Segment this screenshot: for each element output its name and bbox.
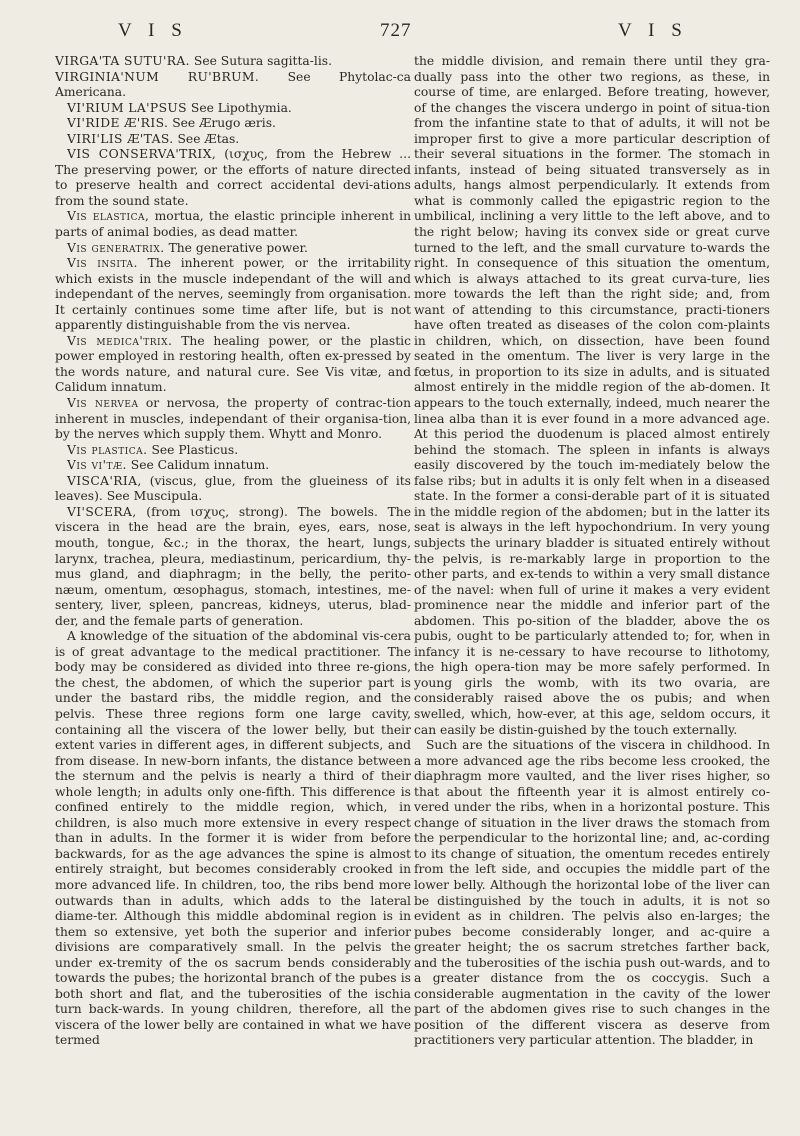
entry: VI'RIUM LA'PSUS See Lipothymia. (67, 100, 292, 115)
entry: Vis medica'trix. The healing power, or the plastic power employed in restoring health, often ex-pressed by the words nature, and natural cure. See Vis vitæ, and Calidum innatum. (55, 333, 411, 395)
running-head-left: V I S (118, 20, 188, 41)
entry: VI'SCERA, (from ισχυς, strong). The bowels. The viscera in the head are the brain, eyes, ears, nose, mouth, tongue, &c.; in the thorax, the heart, lungs, larynx, trachea, pleura, mediastinum, pericardium, thy-mus gland, and diaphragm; in the belly, the perito-næum, omentum, œsophagus, stomach, intestines, me-sentery, liver, spleen, pancreas, kidneys, uterus, blad-der, and the female parts of generation. (55, 504, 411, 628)
entry: Vis nervea or nervosa, the property of contrac-tion inherent in muscles, independant of their organisa-tion, by the nerves which supply them. Whytt and Monro. (55, 396, 411, 442)
right-column (414, 54, 770, 1134)
paragraph: the middle division, and remain there until they gra-dually pass into the other two regions, as these, in course of time, are enlarged. Before treating, however, of the changes the viscera undergo in point of situa-tion from the infantine state to that of adults, it will not be improper first to give a more particular description of their several situations in the former. The stomach in infants, instead of being situated transversely as in adults, hangs almost perpendicularly. It extends from what is commonly called the epigastric region to the umbilical, inclining a very little to the left above, and to the right below; having its convex side or great curve turned to the left, and the small curvature to-wards the right. In consequence of this situation the omentum, which is always attached to its great curva-ture, lies more towards the left than the right side; and, from want of attending to this circumstance, practi-tioners have often treated as diseases of the colon com-plaints in children, which, on dissection, have been found seated in the omentum. The liver is very large in the fœtus, in proportion to its size in adults, and is situated almost entirely in the middle region of the ab-domen. It appears to the touch externally, indeed, much nearer the linea alba than it is ever found in a more advanced age. At this period the duodenum is placed almost entirely behind the stomach. The spleen in infants is always easily discovered by the touch im-mediately below the false ribs; but in adults it is only felt when in a diseased state. In the former a consi-derable part of it is situated in the middle region of the abdomen; but in the latter its seat is always in the left hypochondrium. In very young subjects the urinary bladder is situated entirely without the pelvis, is re-markably large in proportion to the other parts, and ex-tends to within a very small distance of the navel: when full of urine it makes a very evident prominence near the middle and inferior part of the abdomen. This po-sition of the bladder, above the os pubis, ought to be particularly attended to; for, when in infancy it is ne-cessary to have recourse to lithotomy, the high opera-tion may be more safely performed. In young girls the womb, with its two ovaria, are considerably raised above the os pubis; and when swelled, which, how-ever, at this age, seldom occurs, it can easily be distin-guished by the touch externally. (414, 54, 770, 737)
paragraph: A knowledge of the situation of the abdominal vis-cera is of great advantage to the medical practitioner. The body may be considered as divided into three re-gions, the chest, the abdomen, of which the superior part is under the bastard ribs, the middle region, and the pelvis. These three regions form one large cavity, containing all the viscera of the lower belly, but their extent varies in different ages, in different subjects, and from disease. In new-born infants, the distance between the sternum and the pelvis is nearly a third of their whole length; in adults only one-fifth. This difference is confined entirely to the middle region, which, in children, is also much more extensive in every respect than in adults. In the former it is wider from before backwards, for as the age advances the spine is almost entirely straight, but becomes considerably crooked in more advanced life. In children, too, the ribs bend more outwards than in adults, which adds to the lateral diame-ter. Although this middle abdominal region is in them so extensive, yet both the superior and inferior divisions are comparatively small. In the pelvis the under ex-tremity of the os sacrum bends considerably towards the pubes; the horizontal branch of the pubes is both short and flat, and the tuberosities of the ischia turn back-wards. In young children, therefore, all the viscera of the lower belly are contained in what we have termed (55, 629, 411, 1048)
entry: VIRGA'TA SUTU'RA. See Sutura sagitta-lis. (55, 54, 333, 68)
entry: Vis plastica. See Plasticus. (67, 442, 239, 457)
entry: Vis insita. The inherent power, or the irritability which exists in the muscle independant of the will and independant of the nerves, seemingly from organisation. It certainly continues some time after life, but is not apparently distinguishable from the vis nervea. (55, 256, 411, 333)
paragraph: Such are the situations of the viscera in childhood. In a more advanced age the ribs become less crooked, the diaphragm more vaulted, and the liver rises higher, so that about the fifteenth year it is almost entirely co-vered under the ribs, when in a horizontal posture. This change of situation in the liver draws the stomach from the perpendicular to the horizontal line; and, ac-cording to its change of situation, the omentum recedes entirely from the left side, and occupies the middle part of the lower belly. Although the horizontal lobe of the liver can be distinguished by the touch in adults, it is not so evident as in children. The pelvis also en-larges; the pubes become considerably longer, and ac-quire a greater height; the os sacrum stretches farther back, and the tuberosities of the ischia push out-wards, and to a greater distance from the os coccygis. Such a considerable augmentation in the cavity of the lower part of the abdomen gives rise to such changes in the position of the different viscera as deserve from practitioners very particular attention. The bladder, in (414, 738, 770, 1048)
entry: VIRI'LIS Æ'TAS. See Ætas. (67, 131, 240, 146)
page-header (0, 20, 800, 50)
entry: Vis generatrix. The generative power. (67, 240, 308, 255)
entry: VIS CONSERVA'TRIX, (ισχυς, from the Hebrew ... The preserving power, or the efforts of nature directed to preserve health and correct accidental devi-ations from the sound state. (55, 147, 411, 208)
entry: VI'RIDE Æ'RIS. See Ærugo æris. (67, 116, 276, 131)
entry: Vis elastica, mortua, the elastic principle inherent in parts of animal bodies, as dead matter. (55, 209, 411, 240)
entry: VIRGINIA'NUM RU'BRUM. See Phytolac-ca Americana. (55, 69, 411, 100)
running-head-right: V I S (618, 20, 688, 41)
entry: Vis vi'tæ. See Calidum innatum. (67, 458, 270, 473)
entry: VISCA'RIA, (viscus, glue, from the glueiness of its leaves). See Muscipula. (55, 473, 411, 504)
left-column (55, 54, 411, 1134)
page-number: 727 (380, 20, 412, 41)
